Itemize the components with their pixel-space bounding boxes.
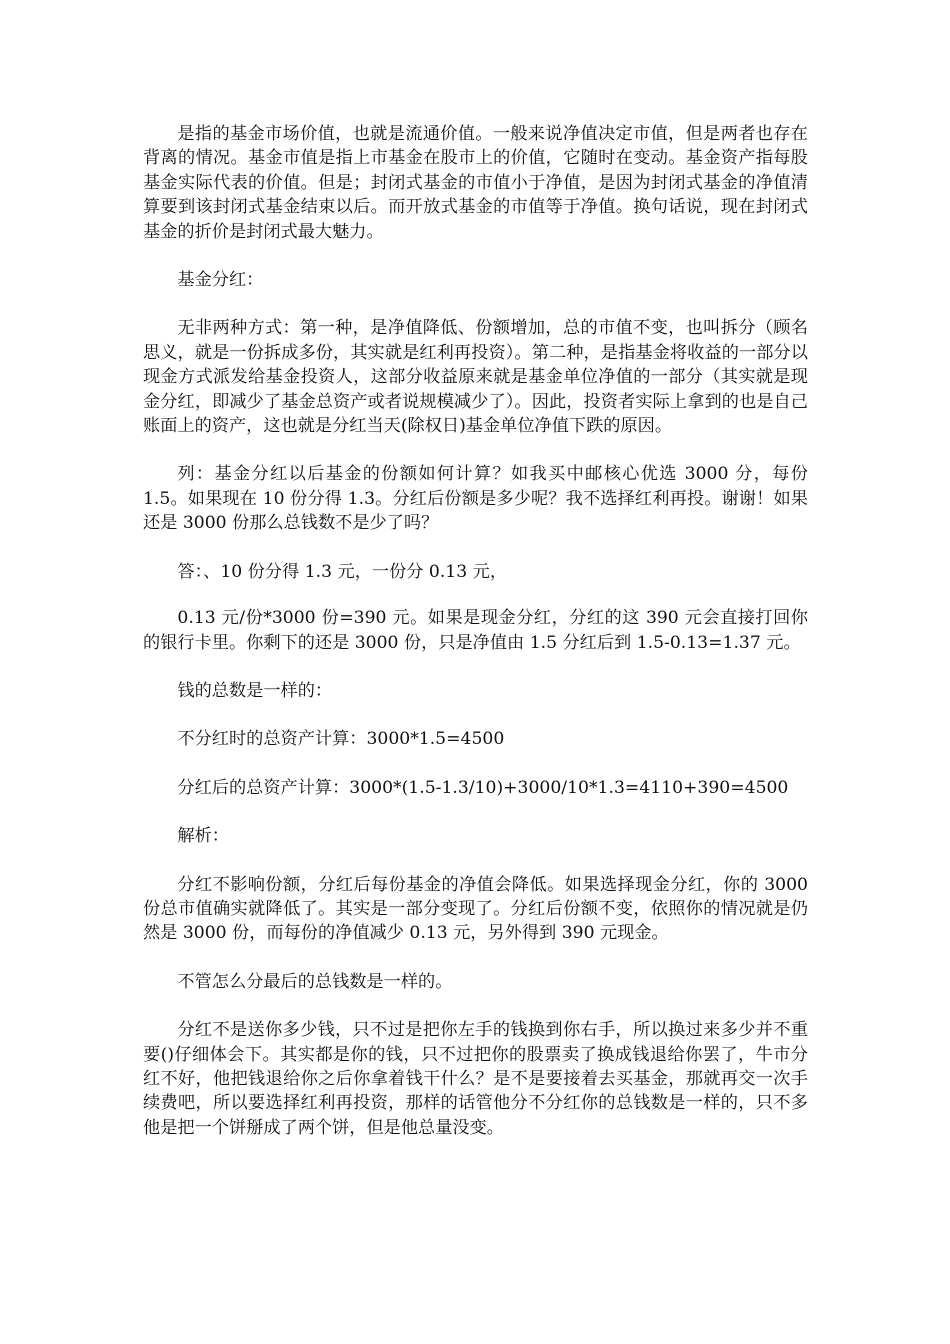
formula-no-dividend: 不分红时的总资产计算：3000*1.5=4500 xyxy=(177,729,505,750)
paragraph-example-question: 列：基金分红以后基金的份额如何计算？如我买中邮核心优选 3000 分，每份 1.5。如果现在 10 份分得 1.3。分红后份额是多少呢？我不选择红利再投。谢谢！如果还是 3000 份那么总钱数不是少了吗？ xyxy=(143,464,808,534)
paragraph-conclusion: 不管怎么分最后的总钱数是一样的。 xyxy=(177,971,453,992)
paragraph-dividend-methods: 无非两种方式：第一种，是净值降低、份额增加，总的市值不变，也叫拆分（顾名思义，就是一份拆成多份，其实就是红利再投资）。第二种，是指基金将收益的一部分以现金方式派发给基金投资人，这部分收益原来就是基金单位净值的一部分（其实就是现金分红，即减少了基金总资产或者说规模减少了）。因此，投资者实际上拿到的也是自己账面上的资产，这也就是分红当天(除权日)基金单位净值下跌的原因。 xyxy=(143,318,808,437)
paragraph-explanation: 分红不是送你多少钱，只不过是把你左手的钱换到你右手，所以换过来多少并不重要()仔细体会下。其实都是你的钱，只不过把你的股票卖了换成钱退给你罢了，牛市分红不好，他把钱退给你之后你拿着钱干什么？是不是要接着去买基金，那就再交一次手续费吧，所以要选择红利再投资，那样的话管他分不分红你的总钱数是一样的，只不多他是把一个饼掰成了两个饼，但是他总量没变。 xyxy=(143,1020,808,1138)
paragraph-total-same: 钱的总数是一样的： xyxy=(177,680,333,701)
formula-after-dividend: 分红后的总资产计算：3000*(1.5-1.3/10)+3000/10*1.3=4110+390=4500 xyxy=(177,777,789,798)
document-body xyxy=(143,122,808,1164)
heading-fund-dividend: 基金分红： xyxy=(177,270,264,291)
paragraph-market-value: 是指的基金市场价值，也就是流通价值。一般来说净值决定市值，但是两者也存在背离的情况。基金市值是指上市基金在股市上的价值，它随时在变动。基金资产指每股基金实际代表的价值。但是；封闭式基金的市值小于净值，是因为封闭式基金的净值清算要到该封闭式基金结束以后。而开放式基金的市值等于净值。换句话说，现在封闭式基金的折价是封闭式最大魅力。 xyxy=(143,124,808,242)
paragraph-calculation: 0.13 元/份*3000 份=390 元。如果是现金分红，分红的这 390 元会直接打回你的银行卡里。你剩下的还是 3000 份，只是净值由 1.5 分红后到 1.5-0.13=1.37 元。 xyxy=(143,608,808,653)
paragraph-analysis: 分红不影响份额，分红后每份基金的净值会降低。如果选择现金分红，你的 3000 份总市值确实就降低了。其实是一部分变现了。分红后份额不变，依照你的情况就是仍然是 3000 份，而每份的净值减少 0.13 元，另外得到 390 元现金。 xyxy=(143,874,808,944)
heading-analysis: 解析： xyxy=(177,826,229,847)
paragraph-answer: 答：、10 份分得 1.3 元，一份分 0.13 元， xyxy=(177,561,508,582)
